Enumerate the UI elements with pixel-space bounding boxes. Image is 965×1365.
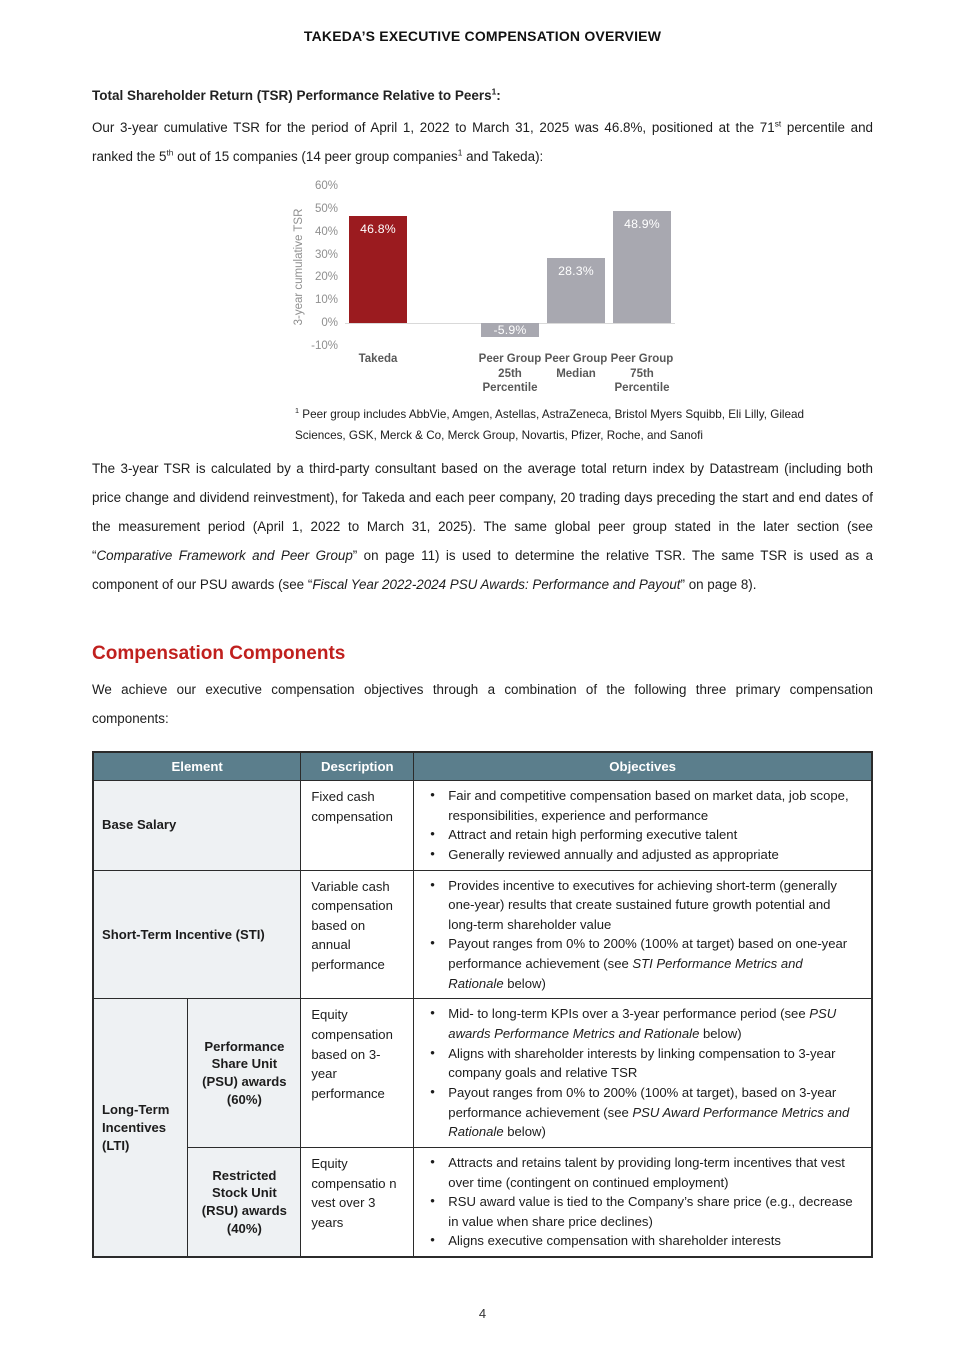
chart-category-label: Takeda	[358, 353, 398, 365]
element-cell-rsu: Restricted Stock Unit (RSU) awards (40%)	[188, 1147, 301, 1257]
objective-bullet: • Payout ranges from 0% to 200% (100% at target) based on one-year performance achievement (see STI Performance Metrics and Rationale below)	[414, 934, 861, 993]
objectives-cell-sti	[414, 870, 872, 999]
objective-bullet: • RSU award value is tied to the Company’s share price (e.g., decrease in value when share price declines)	[414, 1192, 861, 1231]
tsr-calculation-paragraph: The 3-year TSR is calculated by a third-party consultant based on the average total return index by Datastream (including both price change and dividend reinvestment), for Takeda and each peer company, 20 trading days preceding the start and end dates of the measurement period (April 1, 2022 to March 31, 2025). The same global peer group stated in the later section (see “Comparative Framework and Peer Group” on page 11) is used to determine the relative TSR. The same TSR is used as a component of our PSU awards (see “Fiscal Year 2022-2024 PSU Awards: Performance and Payout” on page 8).	[92, 461, 873, 592]
objective-bullet: • Aligns with shareholder interests by linking compensation to 3-year company goals and relative TSR	[414, 1044, 861, 1083]
chart-bar	[481, 323, 539, 336]
objective-bullet: • Payout ranges from 0% to 200% (100% at target), based on 3-year performance achievement (see PSU Award Performance Metrics and Rationale below)	[414, 1083, 861, 1142]
chart-tick-label: -10%	[311, 340, 338, 352]
chart-bar	[613, 211, 671, 323]
column-header-element: Element	[93, 752, 301, 781]
peer-group-footnote: $^1$ Peer group includes AbbVie, Amgen, Astellas, AstraZeneca, Bristol Myers Squibb, Eli Lilly, Gilead Sciences, GSK, Merck & Co, Merck Group, Novartis, Pfizer, Roche, and Sanofi	[295, 406, 805, 442]
element-cell-sti: Short-Term Incentive (STI)	[93, 870, 301, 999]
table-row-lti-rsu	[93, 1147, 872, 1257]
column-header-description: Description	[301, 752, 414, 781]
table-row-base-salary	[93, 781, 872, 871]
chart-tick-label: 60%	[314, 180, 338, 192]
chart-category-label: Peer Group Median	[544, 353, 608, 380]
objectives-cell-psu	[414, 999, 872, 1147]
column-header-objectives: Objectives	[414, 752, 872, 781]
chart-category-label: Peer Group 75th Percentile	[610, 353, 674, 394]
table-header-row	[93, 752, 872, 781]
objective-bullet: • Fair and competitive compensation based on market data, job scope, responsibilities, experience and performance	[414, 786, 861, 825]
chart-y-axis-title: 3-year cumulative TSR	[293, 208, 305, 326]
description-cell-psu: Equity compensation based on 3-year performance	[301, 999, 414, 1147]
tsr-intro-paragraph: Our 3-year cumulative TSR for the period of April 1, 2022 to March 31, 2025 was 46.8%, positioned at the 71st percentile and ranked the 5th out of 15 companies (14 peer group companies$^1$ and Takeda):	[92, 118, 873, 164]
objective-bullet: • Attract and retain high performing executive talent	[414, 825, 861, 845]
chart-bar	[547, 258, 605, 323]
page-number: 4	[478, 1306, 487, 1321]
chart-category-label: Peer Group 25th Percentile	[478, 353, 542, 394]
objective-bullet: • Attracts and retains talent by providing long-term incentives that vest over time (contingent on continued employment)	[414, 1153, 861, 1192]
element-cell-psu: Performance Share Unit (PSU) awards (60%)	[188, 999, 301, 1147]
table-row-sti	[93, 870, 872, 999]
chart-tick-label: 0%	[321, 317, 338, 330]
objective-bullet: • Generally reviewed annually and adjusted as appropriate	[414, 845, 861, 865]
chart-tick-label: 50%	[314, 202, 338, 215]
description-cell-sti: Variable cash compensation based on annual performance	[301, 870, 414, 999]
compensation-intro-paragraph: We achieve our executive compensation objectives through a combination of the following three primary compensation components:	[92, 682, 873, 726]
tsr-bar-chart	[290, 179, 710, 403]
page-title: TAKEDA’S EXECUTIVE COMPENSATION OVERVIEW	[303, 28, 662, 44]
chart-tick-label: 30%	[314, 248, 338, 261]
chart-bar	[349, 216, 407, 323]
chart-bar-value-label: 48.9%	[624, 217, 660, 232]
chart-bar-value-label: 28.3%	[558, 264, 594, 279]
tsr-section-heading: Total Shareholder Return (TSR) Performance Relative to Peers$^1$:	[92, 86, 501, 103]
compensation-components-heading: Compensation Components	[92, 643, 346, 664]
objective-bullet: • Mid- to long-term KPIs over a 3-year performance period (see PSU awards Performance Metrics and Rationale below)	[414, 1004, 861, 1043]
description-cell-rsu: Equity compensatio n vest over 3 years	[301, 1147, 414, 1257]
table-row-lti-psu	[93, 999, 872, 1147]
objectives-cell-rsu	[414, 1147, 872, 1257]
description-cell-base-salary: Fixed cash compensation	[301, 781, 414, 871]
chart-tick-label: 20%	[314, 271, 338, 284]
objective-bullet: • Provides incentive to executives for achieving short-term (generally one-year) results that create sustained future growth potential and long-term shareholder value	[414, 876, 861, 935]
objectives-cell-base-salary	[414, 781, 872, 871]
objective-bullet: • Aligns executive compensation with shareholder interests	[414, 1231, 861, 1251]
element-cell-lti-group: Long-Term Incentives (LTI)	[93, 999, 188, 1257]
chart-bar-value-label: 46.8%	[360, 222, 396, 237]
chart-tick-label: 40%	[314, 225, 338, 238]
chart-tick-label: 10%	[314, 294, 338, 307]
chart-bar-value-label: -5.9%	[493, 323, 527, 338]
compensation-table	[92, 751, 873, 1258]
element-cell-base-salary: Base Salary	[93, 781, 301, 871]
